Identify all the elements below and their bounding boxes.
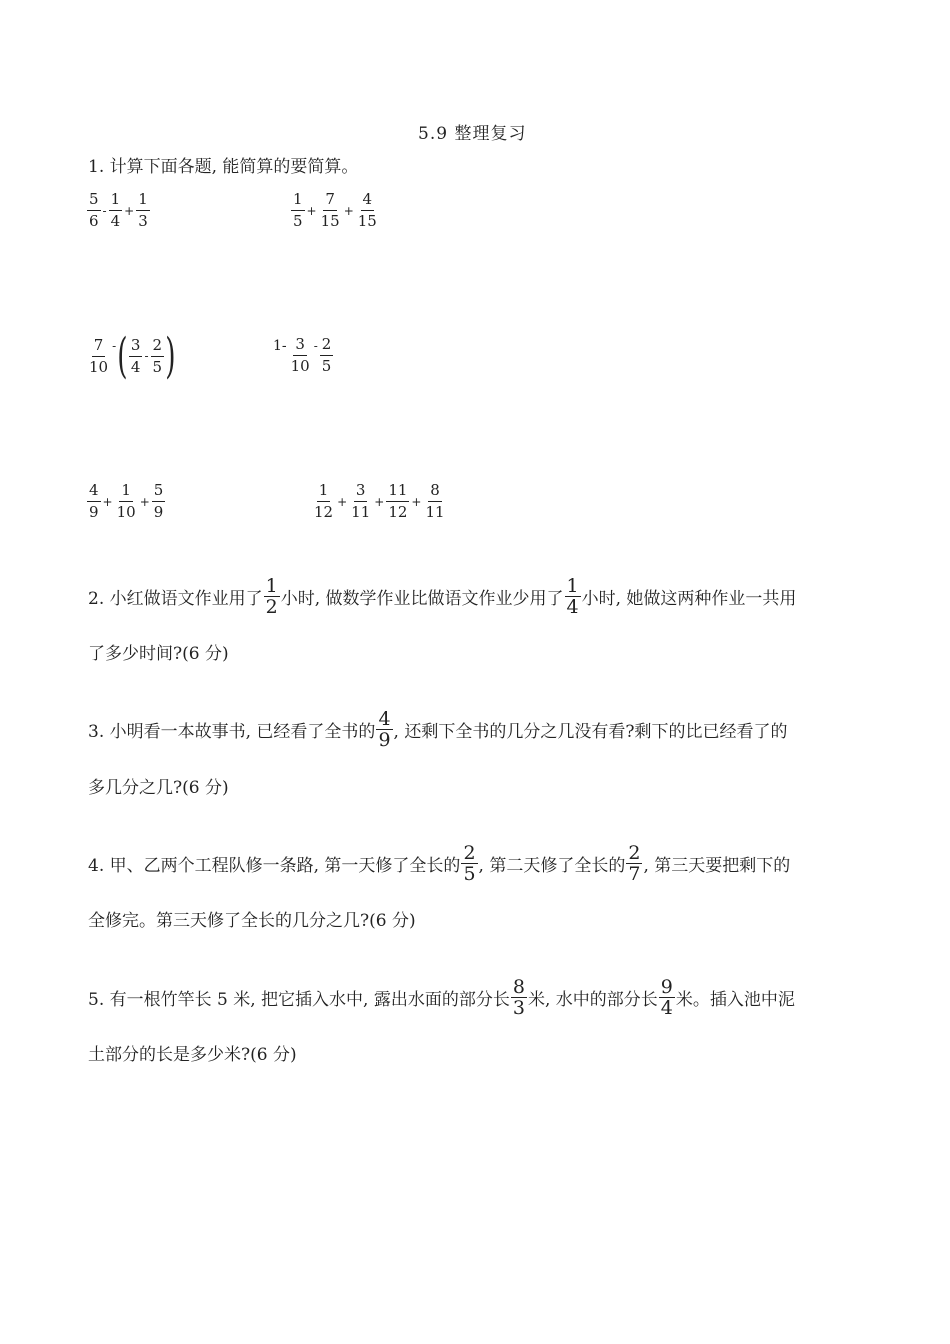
leading-term: 1-	[273, 337, 287, 354]
operator: -	[313, 338, 318, 353]
operator: +	[411, 494, 422, 509]
expression-3	[86, 328, 176, 384]
operator: +	[139, 494, 150, 509]
expression-5	[86, 481, 166, 522]
question-3-line-1	[88, 709, 787, 750]
fraction: $\frac{5}{6}$	[89, 190, 99, 230]
right-paren: )	[165, 328, 176, 384]
question-text: 小时, 她做这两种作业一共用	[581, 589, 797, 609]
question-text: 米。插入池中泥	[675, 990, 795, 1010]
question-text: 2. 小红做语文作业用了	[88, 589, 263, 609]
fraction: 2 7	[628, 842, 641, 885]
fraction: $\frac{1}{5}$	[293, 190, 303, 230]
operator: -	[112, 339, 117, 353]
question-text: , 还剩下全书的几分之几没有看?剩下的比已经看了的	[393, 722, 788, 742]
question-5-line-1	[88, 977, 795, 1018]
operator: +	[306, 203, 317, 218]
question-text: 米, 水中的部分长	[527, 990, 658, 1010]
fraction: $\frac{2}{5}$	[152, 335, 163, 376]
fraction: $\frac{7}{10}$	[89, 335, 109, 376]
fraction: 1 2	[265, 575, 278, 618]
expression-1	[86, 190, 151, 231]
fraction: 2 5	[463, 842, 476, 885]
question-text: 3. 小明看一本故事书, 已经看了全书的	[88, 722, 376, 742]
fraction: $\frac{1}{3}$	[138, 190, 148, 230]
operator: +	[374, 494, 385, 509]
fraction: $\frac{11}{12}$	[388, 481, 408, 521]
fraction: $\frac{1}{10}$	[116, 481, 136, 521]
question-2-line-1	[88, 576, 796, 617]
question-text: 5. 有一根竹竿长 5 米, 把它插入水中, 露出水面的部分长	[88, 990, 510, 1010]
page-title: 5.9 整理复习	[418, 124, 527, 144]
left-paren: (	[117, 328, 128, 384]
operator: +	[124, 203, 135, 218]
fraction: $\frac{3}{4}$	[130, 335, 141, 376]
question-text: 小时, 做数学作业比做语文作业少用了	[280, 589, 564, 609]
question-text: , 第三天要把剩下的	[643, 856, 791, 876]
operator: -	[102, 203, 107, 218]
fraction: $\frac{7}{15}$	[320, 190, 340, 230]
fraction: 4 9	[378, 708, 391, 751]
fraction: $\frac{1}{4}$	[110, 190, 121, 230]
operator: +	[337, 494, 348, 509]
question-4-line-2: 全修完。第三天修了全长的几分之几?(6 分)	[88, 911, 416, 931]
question-3-line-2: 多几分之几?(6 分)	[88, 778, 229, 798]
fraction: $\frac{4}{9}$	[89, 481, 99, 521]
expression-6	[311, 481, 448, 522]
fraction: $\frac{2}{5}$	[321, 335, 332, 375]
question-4-line-1	[88, 843, 790, 884]
fraction: $\frac{8}{11}$	[425, 481, 445, 521]
operator: -	[144, 349, 149, 363]
fraction: $\frac{3}{10}$	[290, 335, 310, 375]
expression-4	[272, 335, 334, 376]
fraction: $\frac{1}{12}$	[314, 481, 334, 521]
expression-2	[290, 190, 380, 231]
question-2-line-2: 了多少时间?(6 分)	[88, 644, 229, 664]
fraction: 8 3	[512, 976, 525, 1019]
fraction: $\frac{5}{9}$	[153, 481, 164, 521]
fraction: 9 4	[660, 976, 673, 1019]
operator: +	[102, 494, 113, 509]
fraction: $\frac{3}{11}$	[351, 481, 371, 521]
question-text: , 第二天修了全长的	[478, 856, 626, 876]
question-text: 4. 甲、乙两个工程队修一条路, 第一天修了全长的	[88, 856, 461, 876]
question-1-heading: 1. 计算下面各题, 能简算的要简算。	[88, 157, 359, 177]
fraction: 1 4	[566, 575, 579, 618]
operator: +	[343, 203, 354, 218]
question-5-line-2: 土部分的长是多少米?(6 分)	[88, 1045, 297, 1065]
fraction: $\frac{4}{15}$	[357, 190, 377, 230]
